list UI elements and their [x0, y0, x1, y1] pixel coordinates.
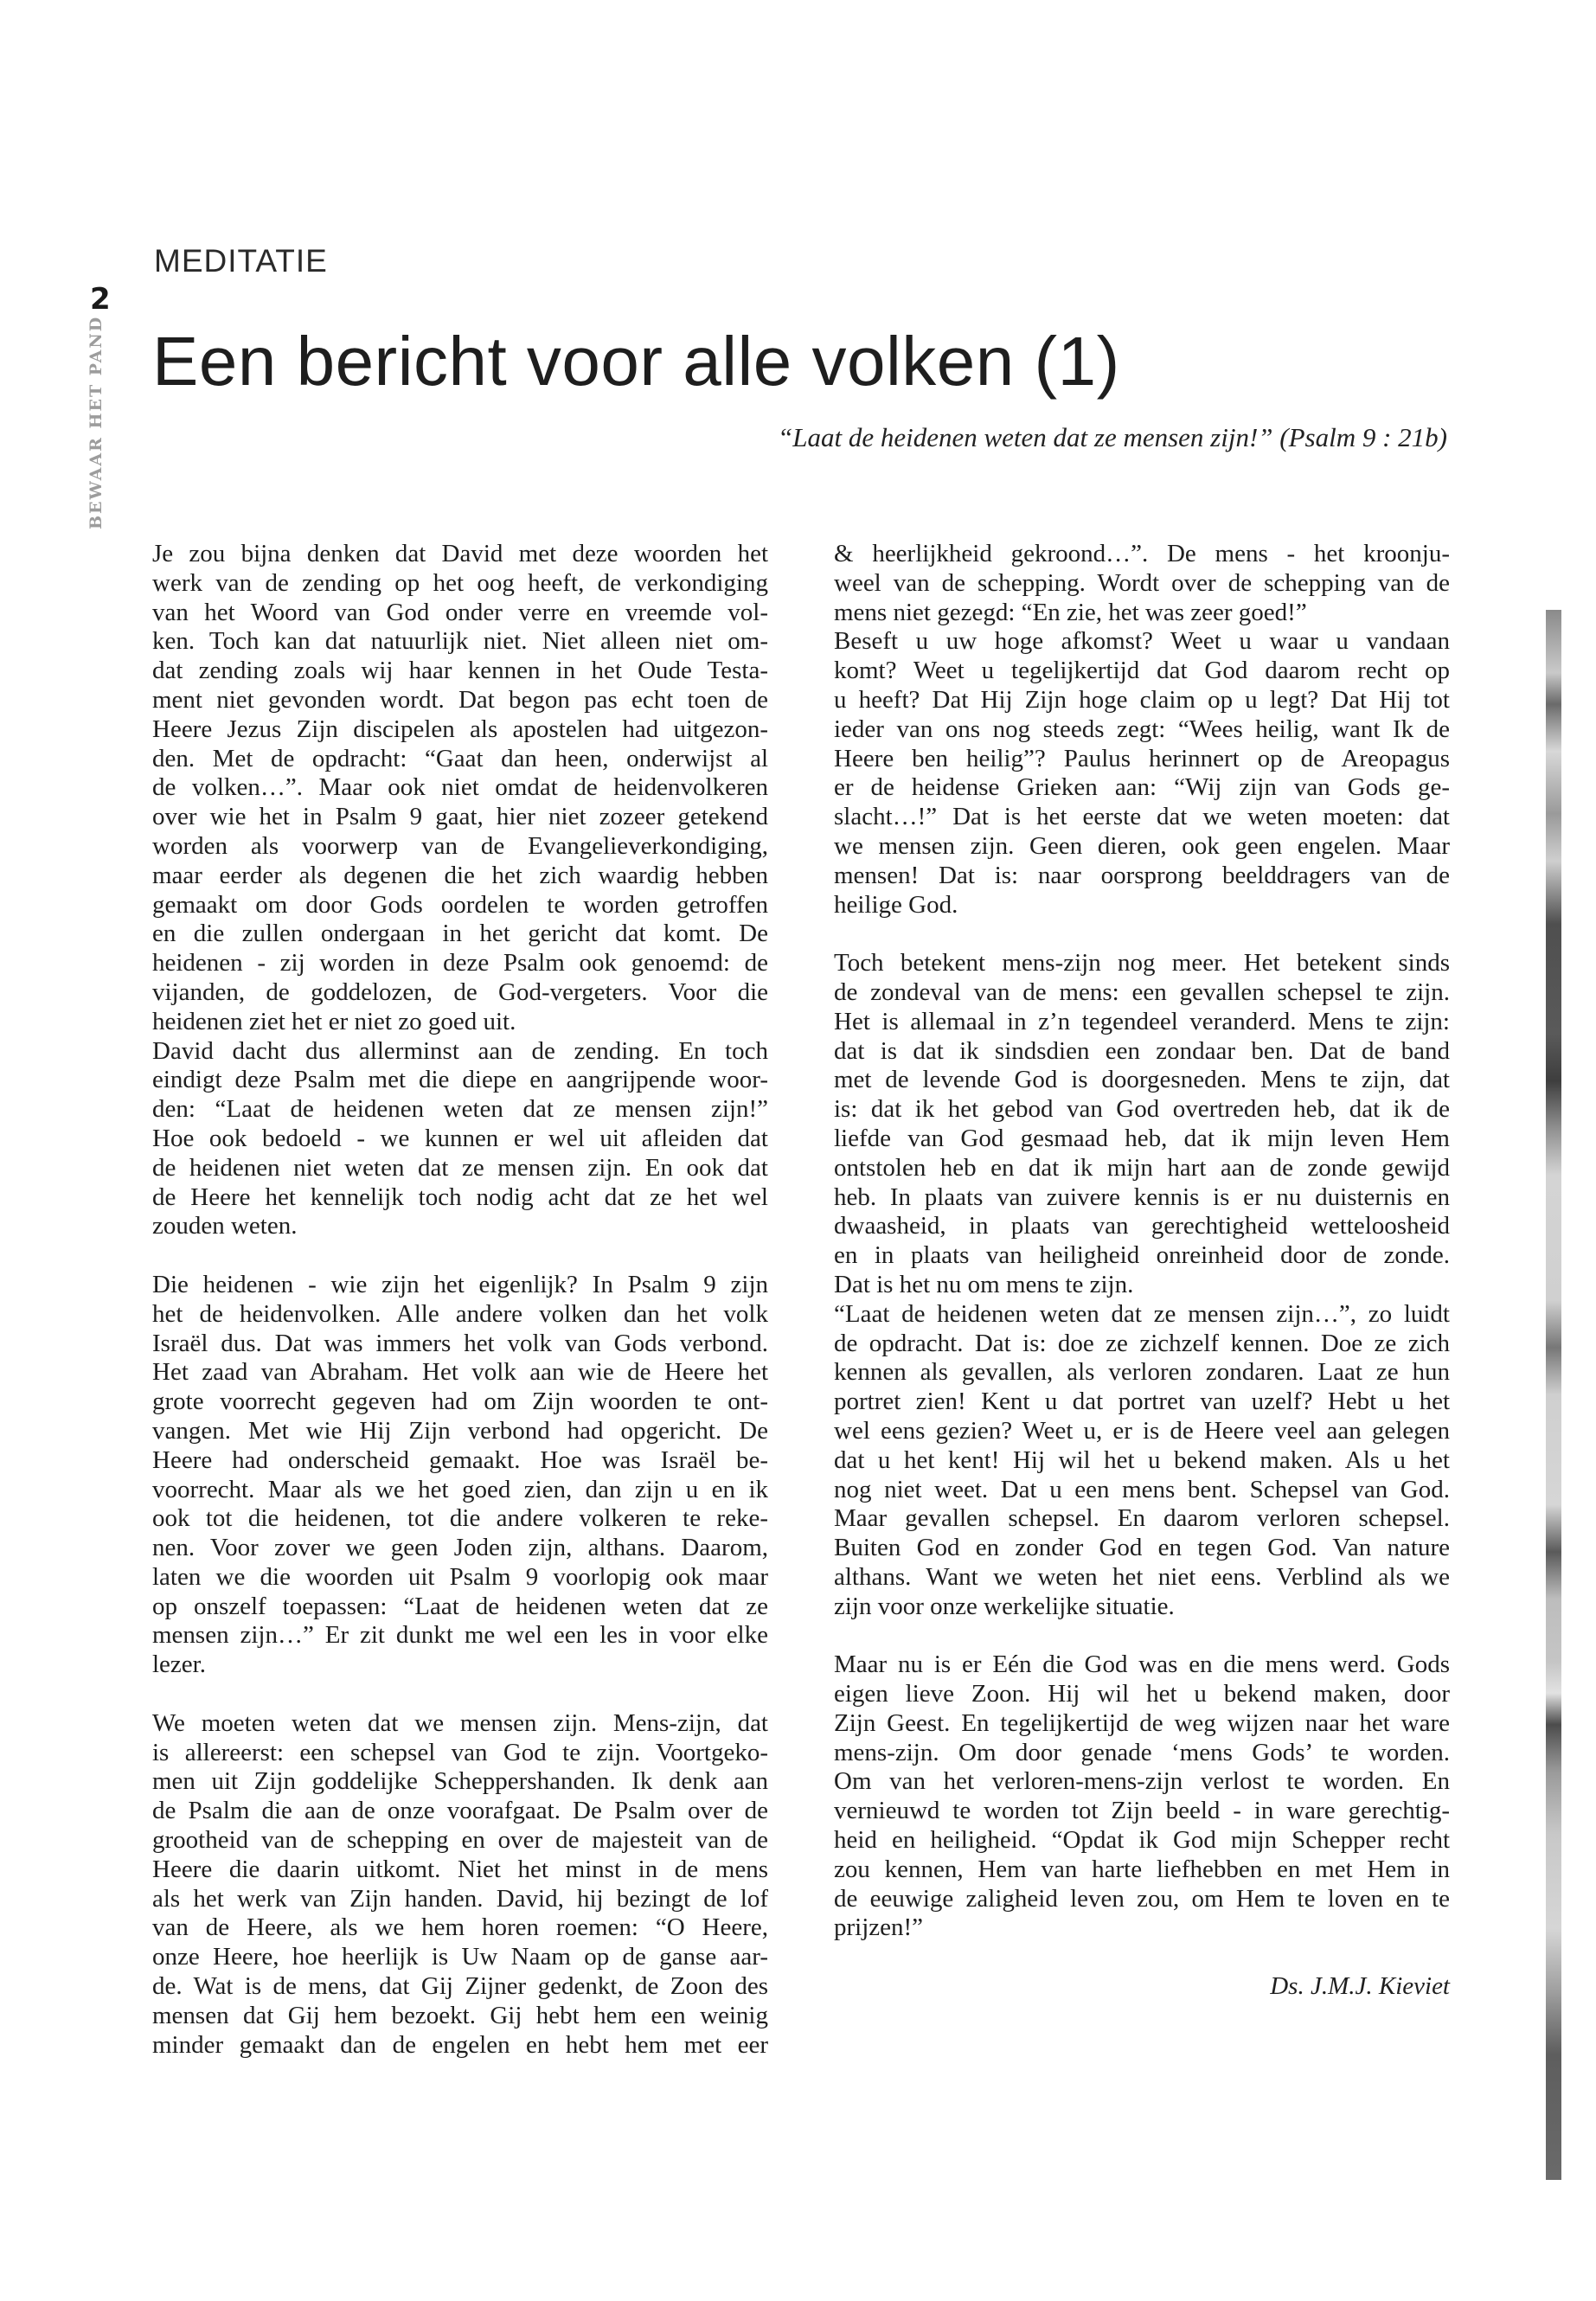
page-number: 2 — [90, 282, 111, 317]
article-title: Een bericht voor alle volken (1) — [152, 323, 1120, 400]
text-line: slacht…!” Dat is het eerste dat we weten moeten: dat — [834, 803, 1450, 831]
paragraph — [152, 1271, 768, 1680]
text-line: Buiten God en zonder God en tegen God. Van nature — [834, 1534, 1450, 1562]
text-line: ontstolen heb en dat ik mijn hart aan de zonde gewijd — [834, 1153, 1450, 1182]
text-line: Heere Jezus Zijn discipelen als apostelen had uitgezon- — [152, 715, 768, 743]
paragraph — [152, 540, 768, 1037]
text-line: Zijn Geest. En tegelijkertijd de weg wijzen naar het ware — [834, 1708, 1450, 1737]
text-line: dwaasheid, in plaats van gerechtigheid wetteloosheid — [834, 1212, 1450, 1240]
text-line: zou kennen, Hem van harte liefhebben en met Hem in — [834, 1855, 1450, 1883]
text-line: laten we die woorden uit Psalm 9 voorlopig ook maar — [152, 1562, 768, 1591]
text-line: kennen als gevallen, als verloren zondaren. Laat ze hun — [834, 1358, 1450, 1387]
text-line: komt? Weet u tegelijkertijd dat God daarom recht op — [834, 657, 1450, 685]
text-line: mensen dat Gij hem bezoekt. Gij hebt hem een weinig — [152, 2001, 768, 2029]
text-line: met de levende God is doorgesneden. Mens te zijn, dat — [834, 1066, 1450, 1094]
text-line: is: dat ik het gebod van God overtreden heb, dat ik de — [834, 1095, 1450, 1124]
text-line: Het is allemaal in z’n tegendeel veranderd. Mens te zijn: — [834, 1007, 1450, 1035]
text-line: voorrecht. Maar als we het goed zien, dan zijn u en ik — [152, 1475, 768, 1503]
text-line: ken. Toch kan dat natuurlijk niet. Niet alleen niet om- — [152, 627, 768, 656]
text-line: prijzen!” — [834, 1913, 924, 1942]
text-line: vernieuwd te worden tot Zijn beeld - in ware gerechtig- — [834, 1797, 1450, 1825]
text-line: ment niet gevonden wordt. Dat begon pas echt toen de — [152, 685, 768, 714]
text-line: worden als voorwerp van de Evangelieverkondiging, — [152, 831, 768, 860]
article-subtitle-quote: “Laat de heidenen weten dat ze mensen zijn!” (Psalm 9 : 21b) — [777, 422, 1447, 452]
decorative-photo-strip — [1546, 610, 1561, 2180]
text-line: gemaakt om door Gods oordelen te worden getroffen — [152, 890, 768, 919]
text-line: dat zending zoals wij haar kennen in het Oude Testa- — [152, 657, 768, 685]
text-line: de opdracht. Dat is: doe ze zichzelf kennen. Doe ze zich — [834, 1329, 1450, 1357]
text-line: dat is dat ik sindsdien een zondaar ben. Dat de band — [834, 1036, 1450, 1065]
text-line: als het werk van Zijn handen. David, hij bezingt de lof — [152, 1884, 768, 1913]
text-line: onze Heere, hoe heerlijk is Uw Naam op de ganse aar- — [152, 1943, 768, 1971]
text-line: de volken…”. Maar ook niet omdat de heidenvolkeren — [152, 773, 768, 802]
text-line: van het Woord van God onder verre en vreemde vol- — [152, 598, 768, 626]
text-line: heidenen ziet het er niet zo goed uit. — [152, 1007, 516, 1035]
text-column-right — [834, 540, 1450, 2002]
paragraph-spacer — [834, 1621, 1450, 1650]
text-line: Je zou bijna denken dat David met deze woorden het — [152, 540, 768, 567]
publication-name: BEWAAR HET PAND — [87, 315, 106, 529]
text-line: is allereerst: een schepsel van God te zijn. Voortgeko- — [152, 1738, 768, 1766]
text-line: ieder van ons nog steeds zegt: “Wees heilig, want Ik de — [834, 715, 1450, 743]
text-line: Maar gevallen schepsel. En daarom verloren schepsel. — [834, 1504, 1450, 1533]
text-line: en die zullen ondergaan in het gericht dat komt. De — [152, 920, 768, 948]
paragraph-spacer — [152, 1680, 768, 1709]
text-line: heilige God. — [834, 890, 958, 919]
text-line: de heidenen niet weten dat ze mensen zijn. En ook dat — [152, 1153, 768, 1182]
text-line: Hoe ook bedoeld - we kunnen er wel uit afleiden dat — [152, 1124, 768, 1152]
paragraph-spacer — [834, 920, 1450, 949]
author-signature: Ds. J.M.J. Kieviet — [1270, 1972, 1450, 2001]
text-line: weel van de schepping. Wordt over de schepping van de — [834, 568, 1450, 597]
text-line: op onszelf toepassen: “Laat de heidenen weten dat ze — [152, 1592, 768, 1620]
paragraph-spacer — [834, 1943, 1450, 1972]
text-line: grote voorrecht gegeven had om Zijn woorden te ont- — [152, 1388, 768, 1416]
text-line: mensen! Dat is: naar oorsprong beelddragers van de — [834, 861, 1450, 889]
text-line: over wie het in Psalm 9 gaat, hier niet zozeer getekend — [152, 803, 768, 831]
text-line: de. Wat is de mens, dat Gij Zijner gedenkt, de Zoon des — [152, 1972, 768, 2001]
text-line: We moeten weten dat we mensen zijn. Mens-zijn, dat — [152, 1708, 768, 1737]
text-line: “Laat de heidenen weten dat ze mensen zijn…”, zo luidt — [834, 1299, 1450, 1328]
text-line: portret zien! Kent u dat portret van uzelf? Hebt u het — [834, 1388, 1450, 1416]
text-line: het de heidenvolken. Alle andere volken dan het volk — [152, 1299, 768, 1328]
paragraph-spacer — [152, 1241, 768, 1271]
text-line: & heerlijkheid gekroond…”. De mens - het kroonju- — [834, 540, 1450, 567]
text-line: Heere die daarin uitkomt. Niet het minst in de mens — [152, 1855, 768, 1883]
text-line: heid en heiligheid. “Opdat ik God mijn Schepper recht — [834, 1826, 1450, 1855]
text-line: Heere had onderscheid gemaakt. Hoe was Israël be- — [152, 1445, 768, 1474]
text-line: liefde van God gesmaad heb, dat ik mijn leven Hem — [834, 1124, 1450, 1152]
text-line: Israël dus. Dat was immers het volk van Gods verbond. — [152, 1329, 768, 1357]
text-line: eindigt deze Psalm met die diepe en aangrijpende woor- — [152, 1066, 768, 1094]
text-line: heb. In plaats van zuivere kennis is er nu duisternis en — [834, 1183, 1450, 1211]
text-line: zouden weten. — [152, 1212, 298, 1240]
text-line: en in plaats van heiligheid onreinheid door de zonde. — [834, 1241, 1450, 1270]
paragraph — [834, 1300, 1450, 1622]
paragraph — [152, 1037, 768, 1242]
text-line: de zondeval van de mens: een gevallen schepsel te zijn. — [834, 977, 1450, 1006]
text-line: althans. Want we weten het niet eens. Verblind als we — [834, 1562, 1450, 1591]
text-line: werk van de zending op het oog heeft, de verkondiging — [152, 568, 768, 597]
text-line: lezer. — [152, 1650, 206, 1679]
text-line: mensen zijn…” Er zit dunkt me wel een les in voor elke — [152, 1621, 768, 1650]
text-line: de eeuwige zaligheid leven zou, om Hem te loven en te — [834, 1884, 1450, 1913]
paragraph — [152, 1709, 768, 2061]
text-line: vangen. Met wie Hij Zijn verbond had opgericht. De — [152, 1416, 768, 1445]
text-line: mens niet gezegd: “En zie, het was zeer goed!” — [834, 598, 1307, 626]
text-line: ook tot die heidenen, tot die andere volkeren te reke- — [152, 1504, 768, 1533]
text-line: Om van het verloren-mens-zijn verlost te worden. En — [834, 1767, 1450, 1796]
text-line: minder gemaakt dan de engelen en hebt hem met eer — [152, 2030, 768, 2059]
text-line: Beseft u uw hoge afkomst? Weet u waar u vandaan — [834, 627, 1450, 656]
text-line: den: “Laat de heidenen weten dat ze mensen zijn!” — [152, 1095, 768, 1124]
text-line: Heere ben heilig”? Paulus herinnert op de Areopagus — [834, 744, 1450, 772]
paragraph — [834, 540, 1450, 627]
text-line: u heeft? Dat Hij Zijn hoge claim op u legt? Dat Hij tot — [834, 685, 1450, 714]
text-line: Maar nu is er Eén die God was en die mens werd. Gods — [834, 1650, 1450, 1679]
text-column-left — [152, 540, 768, 2060]
text-line: dat u het kent! Hij wil het u bekend maken. Als u het — [834, 1445, 1450, 1474]
text-line: Die heidenen - wie zijn het eigenlijk? In Psalm 9 zijn — [152, 1270, 768, 1298]
text-line: men uit Zijn goddelijke Scheppershanden. Ik denk aan — [152, 1767, 768, 1796]
text-line: Toch betekent mens-zijn nog meer. Het betekent sinds — [834, 949, 1450, 977]
text-line: de Heere het kennelijk toch nodig acht dat ze het wel — [152, 1183, 768, 1211]
section-label: MEDITATIE — [154, 243, 328, 279]
text-line: van de Heere, als we hem horen roemen: “O Heere, — [152, 1913, 768, 1942]
text-line: zijn voor onze werkelijke situatie. — [834, 1592, 1175, 1620]
text-line: Dat is het nu om mens te zijn. — [834, 1270, 1134, 1298]
text-line: eigen lieve Zoon. Hij wil het u bekend maken, door — [834, 1680, 1450, 1708]
text-line: maar eerder als degenen die het zich waardig hebben — [152, 861, 768, 889]
text-line: David dacht dus allerminst aan de zending. En toch — [152, 1036, 768, 1065]
text-line: nog niet weet. Dat u een mens bent. Schepsel van God. — [834, 1475, 1450, 1503]
paragraph — [834, 627, 1450, 920]
text-line: mens-zijn. Om door genade ‘mens Gods’ te worden. — [834, 1738, 1450, 1766]
text-line: we mensen zijn. Geen dieren, ook geen engelen. Maar — [834, 831, 1450, 860]
text-line: er de heidense Grieken aan: “Wij zijn van Gods ge- — [834, 773, 1450, 802]
text-line: den. Met de opdracht: “Gaat dan heen, onderwijst al — [152, 744, 768, 772]
text-line: Het zaad van Abraham. Het volk aan wie de Heere het — [152, 1358, 768, 1387]
text-line: vijanden, de goddelozen, de God-vergeters. Voor die — [152, 977, 768, 1006]
text-line: heidenen - zij worden in deze Psalm ook genoemd: de — [152, 949, 768, 977]
text-line: de Psalm die aan de onze voorafgaat. De Psalm over de — [152, 1797, 768, 1825]
text-line: wel eens gezien? Weet u, er is de Heere veel aan gelegen — [834, 1416, 1450, 1445]
text-line: grootheid van de schepping en over de majesteit van de — [152, 1826, 768, 1855]
text-line: nen. Voor zover we geen Joden zijn, althans. Daarom, — [152, 1534, 768, 1562]
paragraph — [834, 949, 1450, 1300]
paragraph — [834, 1650, 1450, 1943]
